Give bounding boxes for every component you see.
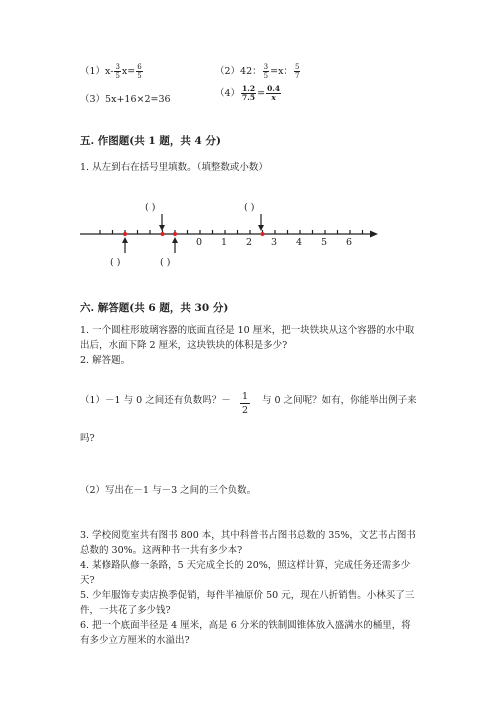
equation-4: （4） $\frac{1.2}{7.5}$ = $\frac{0.4}{x}$	[215, 84, 281, 102]
answer-blank: ( )	[145, 202, 156, 213]
sub-question-1: （1）－1 与 0 之间还有负数吗？－	[80, 395, 231, 406]
sub-question-1-cont: 与 0 之间呢？如有，你能举出例子来	[262, 395, 417, 406]
tick-label: 5	[321, 237, 328, 248]
fraction: $\frac{5}{7}$	[294, 63, 300, 80]
sub-question-2: （2）写出在－1 与－3 之间的三个负数。	[80, 485, 257, 496]
sub-question-1-end: 吗?	[80, 433, 95, 444]
number-line-marker	[161, 232, 165, 236]
fraction: $\frac{3}{5}$	[263, 63, 269, 80]
section-title: 六. 解答题(共 6 题，共 30 分)	[80, 302, 229, 314]
number-line-marker	[173, 232, 177, 236]
fraction: $\frac{3}{5}$	[115, 63, 120, 80]
tick-label: 1	[221, 237, 228, 248]
tick-label: 2	[246, 237, 253, 248]
question-text: 1. 从左到右在括号里填数。（填整数或小数）	[80, 162, 268, 173]
fraction: 1 2	[242, 391, 249, 416]
tick-label: 4	[296, 237, 303, 248]
answer-blank: ( )	[244, 202, 255, 213]
answer-blank: ( )	[110, 257, 121, 268]
fraction: $\frac{1.2}{7.5}$	[242, 84, 256, 102]
equation-3: （3）5x+16×2=36	[80, 94, 171, 105]
tick-label: 3	[271, 237, 278, 248]
number-line-marker	[123, 232, 127, 236]
tick-label: 6	[346, 237, 353, 248]
answer-blank: ( )	[160, 257, 171, 268]
fraction: $\frac{6}{5}$	[137, 63, 142, 80]
question-1: 1. 一个圆柱形玻璃容器的底面直径是 10 厘米，把一块铁块从这个容器的水中取 出后，水面下降 2 厘米，这块铁块的体积是多少? 2. 解答题。	[80, 325, 415, 366]
equation-1: （1）x- $\frac{3}{5}$ x= $\frac{6}{5}$	[80, 63, 142, 80]
tick-label: 0	[196, 237, 203, 248]
section-title: 五. 作图题(共 1 题，共 4 分)	[80, 135, 221, 147]
number-line-marker	[261, 232, 265, 236]
question-3-to-6: 3. 学校阅览室共有图书 800 本，其中科普书占图书总数的 35%，文艺书占图书 总数的 30%。这两种书一共有多少本? 4. 某修路队修一条路，5 天完成全长的 20%，照这样计算，完成任务还需多少 天? 5. 少年服饰专卖店换季促销，每件半袖原价 50 元，现在八折销售。小林买了三 件，一共花了多少钱? 6. 把一个底面半径是 4 厘米，高是 6 分米的铁制圆锥体放入盛满水的桶里，将 有多少立方厘米的水溢出?	[80, 530, 416, 646]
equation-2: （2）42： $\frac{3}{5}$ =x： $\frac{5}{7}$	[215, 63, 300, 80]
fraction: $\frac{0.4}{x}$	[267, 84, 281, 102]
